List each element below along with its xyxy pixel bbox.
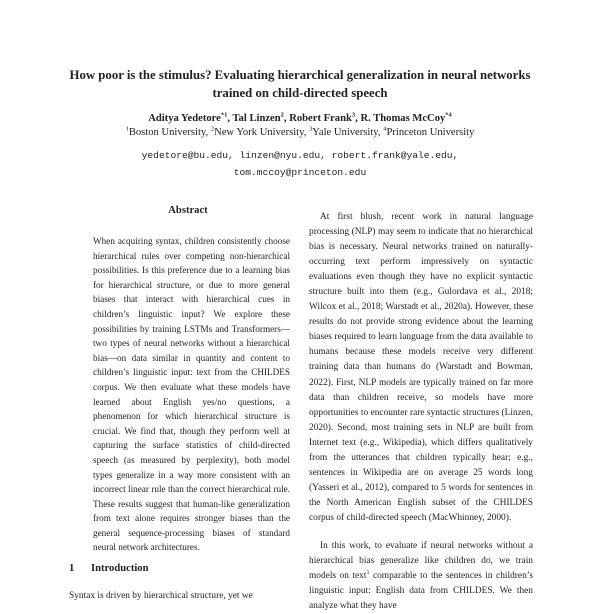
author-mark: *1 (220, 111, 228, 119)
paragraph-text: comparable to the sentences in children’s linguistic input: English data from CHILDES. We then analyze what they have (309, 571, 534, 612)
affiliation-mark: 2 (210, 125, 215, 133)
affiliation-mark: 1 (125, 125, 129, 133)
affiliation: Princeton University (386, 127, 475, 138)
author-mark: *4 (445, 111, 452, 119)
paper-title: How poor is the stimulus? Evaluating hierarchical generalization in neural networks trained on child-directed speech (69, 68, 531, 100)
email-line: yedetore@bu.edu, linzen@nyu.edu, robert.frank@yale.edu, (141, 150, 459, 161)
body-paragraph (309, 539, 533, 614)
footnote-marker: 1 (366, 569, 370, 576)
email-line: tom.mccoy@princeton.edu (233, 167, 367, 178)
abstract-heading: Abstract (168, 205, 208, 216)
section-heading (69, 563, 289, 574)
section-title: Introduction (91, 563, 149, 574)
author-mark: 3 (351, 111, 356, 119)
affiliation: New York University (214, 127, 304, 138)
author: Tal Linzen (232, 113, 281, 124)
section-number: 1 (69, 563, 75, 574)
affiliations: $^1$Boston University, $^2$New York University, $^3$Yale University, $^4$Princeton University (125, 125, 475, 138)
author: Aditya Yedetore (148, 113, 221, 124)
author-mark: 2 (280, 111, 284, 119)
author-emails (40, 147, 560, 181)
abstract-text: When acquiring syntax, children consistently choose hierarchical rules over competing non-hierarchical possibilities. Is this preference due to a learning bias for hierarchical structure, or due to more general biases that interact with hierarchical cues in children’s linguistic input? We explore these possibilities by training LSTMs and Transformers—two types of neural networks without a hierarchical bias—on data similar in quantity and content to children’s linguistic input: text from the CHILDES corpus. We then evaluate what these models have learned about English yes/no questions, a phenomenon for which hierarchical structure is crucial. We find that, though they perform well at capturing the surface statistics of child-directed speech (as measured by perplexity), both model types generalize in a way more consistent with an incorrect linear rule than the correct hierarchical rule. These results suggest that human-like generalization from text alone requires stronger biases than the general sequence-processing biases of standard neural network architectures. (93, 236, 290, 553)
author-block (40, 112, 560, 140)
intro-paragraph: Syntax is driven by hierarchical structure, yet we (69, 591, 253, 601)
paragraph-text: In this work, to evaluate if neural networks without a hierarchical bias generalize like children do, we train models on text (309, 540, 533, 582)
affiliation: Yale University (312, 127, 378, 138)
author: R. Thomas McCoy (360, 113, 446, 124)
affiliation: Boston University (128, 127, 206, 138)
affiliation-mark: 3 (309, 125, 313, 133)
author: Robert Frank (289, 113, 352, 124)
body-paragraph: At first blush, recent work in natural language processing (NLP) may seem to indicate that no hierarchical bias is necessary. Neural networks trained on naturally-occurring text perform impressively on syntactic evaluations even though they have no explicit syntactic structure built into them (e.g., Gulordava et al., 2018; Wilcox et al., 2018; Warstadt et al., 2020a). However, these results do not provide strong evidence about the learning biases required to learn language from the data available to humans because these models receive very different training data than humans do (Warstadt and Bowman, 2022). First, NLP models are typically trained on far more data than children receive, so models have more opportunities to encounter rare syntactic structures (Linzen, 2020). Second, most training sets in NLP are built from Internet text (e.g., Wikipedia), which differs qualitatively from the utterances that children typically hear; e.g., sentences in Wikipedia are on average 25 words long (Yasseri et al., 2012), compared to 5 words for sentences in the North American English subset of the CHILDES corpus of child-directed speech (MacWhinney, 2000). (309, 212, 533, 523)
right-column (309, 210, 533, 614)
affiliation-mark: 4 (383, 125, 387, 133)
author-names: Aditya Yedetore$^{*1}$, Tal Linzen$^2$, Robert Frank$^3$, R. Thomas McCoy$^{*4}$ (148, 111, 452, 124)
